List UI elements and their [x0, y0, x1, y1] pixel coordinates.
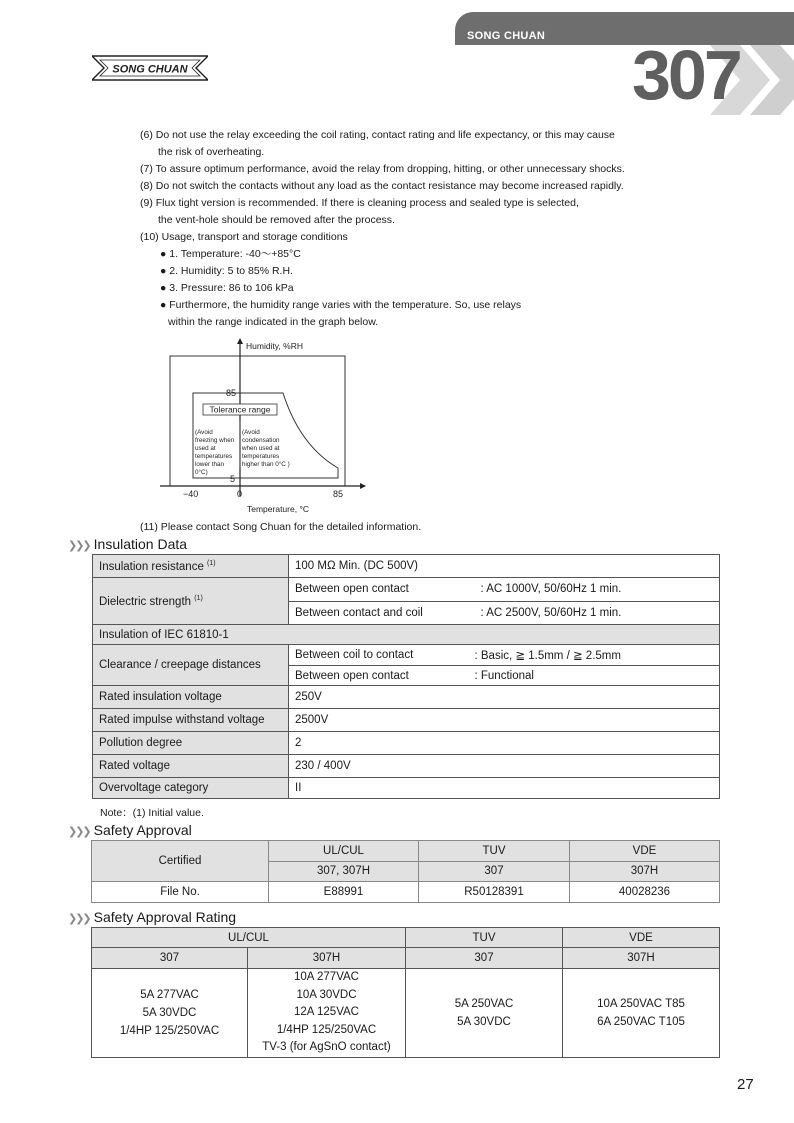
rating-ulcul-307h: 10A 277VAC 10A 30VDC 12A 125VAC 1/4HP 125/250VAC TV-3 (for AgSnO contact) [248, 969, 406, 1058]
dielectric-coil-label: Between contact and coil [289, 601, 475, 625]
dielectric-open-label: Between open contact [289, 578, 475, 602]
safety-model-ulcul: 307, 307H [269, 861, 419, 882]
rating-model-ulcul-307h: 307H [248, 948, 406, 969]
y-axis-title: Humidity, %RH [246, 341, 303, 351]
file-no-label: File No. [92, 882, 269, 903]
svg-text:(Avoid: (Avoid [195, 429, 213, 436]
y-tick-85: 85 [226, 388, 237, 398]
note-10-furthermore: ● Furthermore, the humidity range varies with the temperature. So, use relays [160, 299, 522, 311]
clearance-label: Clearance / creepage distances [93, 645, 289, 686]
rated-impulse-value: 2500V [289, 709, 720, 732]
insulation-table [92, 554, 720, 799]
rating-model-tuv: 307 [406, 948, 563, 969]
file-no-ulcul: E88991 [269, 882, 419, 903]
note-10-furthermore-cont: within the range indicated in the graph below. [168, 316, 379, 328]
file-no-tuv: R50128391 [419, 882, 570, 903]
safety-model-tuv: 307 [419, 861, 570, 882]
clearance-coil-value: : Basic, ≧ 1.5mm / ≧ 2.5mm [475, 645, 720, 666]
header-brand: SONG CHUAN [467, 30, 546, 42]
svg-text:temperatures: temperatures [195, 453, 233, 460]
y-tick-5: 5 [230, 474, 236, 484]
safety-model-vde: 307H [570, 861, 720, 882]
pollution-degree-value: 2 [289, 732, 720, 755]
note-10-temperature: ● 1. Temperature: -40～+85°C [160, 248, 301, 260]
note-6-cont: the risk of overheating. [158, 146, 265, 158]
clearance-coil-label: Between coil to contact [289, 645, 475, 666]
avoid-condensation-note [241, 429, 290, 468]
rated-impulse-label: Rated impulse withstand voltage [93, 709, 289, 732]
svg-text:freezing when: freezing when [195, 437, 235, 444]
section-arrows-icon: ❯❯❯ [68, 540, 90, 552]
note-8: (8) Do not switch the contacts without any load as the contact resistance may become increased rapidly. [140, 180, 624, 192]
svg-text:higher than 0°C ): higher than 0°C ) [242, 461, 290, 468]
section-safety-approval: ❯❯❯ Safety Approval [68, 822, 192, 838]
rating-model-vde: 307H [563, 948, 720, 969]
overvoltage-category-label: Overvoltage category [93, 778, 289, 799]
note-7: (7) To assure optimum performance, avoid the relay from dropping, hitting, or other unnecessary shocks. [140, 163, 625, 175]
note-9-cont: the vent-hole should be removed after the process. [158, 214, 395, 226]
clearance-open-label: Between open contact [289, 666, 475, 686]
rated-voltage-label: Rated voltage [93, 755, 289, 778]
svg-text:0°C): 0°C) [195, 469, 208, 476]
song-chuan-logo [92, 54, 208, 82]
tolerance-range-label: Tolerance range [209, 404, 271, 415]
file-no-vde: 40028236 [570, 882, 720, 903]
safety-header-tuv: TUV [419, 841, 570, 862]
x-tick-0: 0 [237, 489, 243, 499]
dielectric-strength-label: Dielectric strength $^{(1)}$ [93, 578, 289, 625]
overvoltage-category-value: II [289, 778, 720, 799]
dielectric-coil-value: : AC 2500V, 50/60Hz 1 min. [475, 601, 720, 625]
insulation-resistance-label: Insulation resistance $^{(1)}$ [93, 555, 289, 578]
note-10-pressure: ● 3. Pressure: 86 to 106 kPa [160, 282, 294, 294]
page-number: 27 [737, 1076, 754, 1093]
svg-text:lower than: lower than [195, 461, 225, 468]
safety-rating-table [91, 927, 720, 1058]
rating-vde-307h: 10A 250VAC T85 6A 250VAC T105 [563, 969, 720, 1058]
rating-header-tuv: TUV [406, 928, 563, 948]
rating-ulcul-307: 5A 277VAC 5A 30VDC 1/4HP 125/250VAC [92, 969, 248, 1058]
svg-text:condensation: condensation [242, 437, 280, 444]
iec-heading: Insulation of IEC 61810-1 [93, 625, 720, 645]
pollution-degree-label: Pollution degree [93, 732, 289, 755]
svg-text:temperatures: temperatures [242, 453, 280, 460]
svg-text:SONG CHUAN: SONG CHUAN [112, 63, 188, 76]
section-safety-approval-rating: ❯❯❯ Safety Approval Rating [68, 909, 237, 925]
svg-text:when used at: when used at [242, 445, 280, 452]
x-tick-minus40: −40 [183, 489, 199, 499]
dielectric-open-value: : AC 1000V, 50/60Hz 1 min. [475, 578, 720, 602]
safety-approval-table [91, 840, 720, 903]
note-10-humidity: ● 2. Humidity: 5 to 85% R.H. [160, 265, 293, 277]
rating-header-ulcul: UL/CUL [92, 928, 406, 948]
rating-model-ulcul-307: 307 [92, 948, 248, 969]
insulation-note: Note：(1) Initial value. [100, 807, 204, 819]
svg-text:used at: used at [195, 445, 216, 452]
model-number: 307 [632, 36, 740, 114]
note-11: (11) Please contact Song Chuan for the detailed information. [140, 521, 422, 533]
humidity-temperature-graph [150, 336, 380, 518]
safety-header-ulcul: UL/CUL [269, 841, 419, 862]
section-arrows-icon: ❯❯❯ [68, 826, 90, 838]
section-arrows-icon: ❯❯❯ [68, 913, 90, 925]
rating-header-vde: VDE [563, 928, 720, 948]
rated-voltage-value: 230 / 400V [289, 755, 720, 778]
clearance-open-value: : Functional [475, 666, 720, 686]
rating-tuv-307: 5A 250VAC 5A 30VDC [406, 969, 563, 1058]
safety-header-vde: VDE [570, 841, 720, 862]
certified-label: Certified [92, 841, 269, 882]
note-9: (9) Flux tight version is recommended. If there is cleaning process and sealed type is selected, [140, 197, 579, 209]
insulation-resistance-value: 100 MΩ Min. (DC 500V) [289, 555, 720, 578]
note-10: (10) Usage, transport and storage conditions [140, 231, 348, 243]
note-6: (6) Do not use the relay exceeding the coil rating, contact rating and life expectancy, or this may cause [140, 129, 615, 141]
rated-insulation-voltage-value: 250V [289, 686, 720, 709]
x-axis-title: Temperature, °C [247, 504, 309, 514]
rated-insulation-voltage-label: Rated insulation voltage [93, 686, 289, 709]
svg-text:(Avoid: (Avoid [242, 429, 260, 436]
section-insulation-data: ❯❯❯ Insulation Data [68, 536, 188, 552]
avoid-freezing-note [195, 429, 235, 476]
x-tick-85: 85 [333, 489, 344, 499]
